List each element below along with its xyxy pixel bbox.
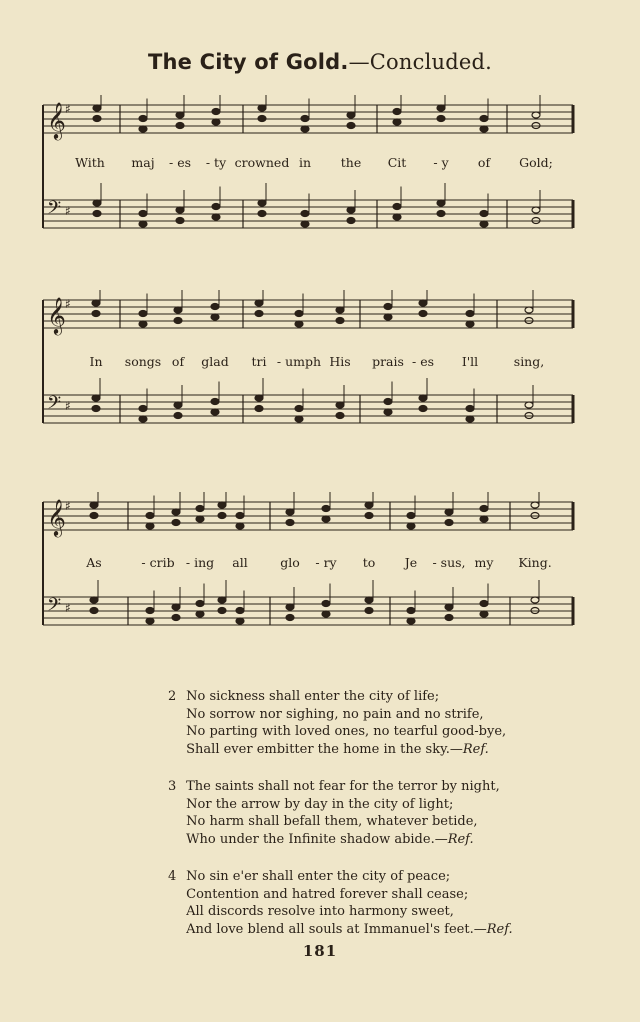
note-head (286, 509, 294, 515)
note-head (480, 516, 488, 522)
music-system-3 (0, 492, 640, 652)
lyric-syllable: - umph (276, 354, 322, 369)
lyric-syllable: all (232, 555, 248, 570)
note-head (384, 304, 392, 310)
note-head (176, 207, 184, 213)
note-head (258, 200, 266, 206)
note-head (301, 126, 309, 132)
sharp-icon: ♯ (65, 399, 71, 413)
sharp-icon: ♯ (65, 499, 71, 513)
note-head (255, 395, 263, 401)
note-head (286, 604, 294, 610)
note-head (172, 615, 180, 621)
lyric-syllable: my (474, 555, 494, 570)
note-head (139, 406, 147, 412)
note-head (365, 502, 373, 508)
page-number: 181 (302, 942, 338, 960)
bass-clef-icon: 𝄢 (47, 393, 62, 418)
note-head (466, 311, 474, 317)
note-head (295, 416, 303, 422)
note-head (531, 502, 539, 508)
note-head (93, 116, 101, 122)
note-head (172, 520, 180, 526)
note-head (480, 116, 488, 122)
note-head (437, 211, 445, 217)
note-head (212, 119, 220, 125)
lyrics-line-3 (0, 555, 640, 575)
note-head (466, 406, 474, 412)
note-head (419, 311, 427, 317)
note-head (139, 221, 147, 227)
note-head (419, 395, 427, 401)
note-head (196, 516, 204, 522)
note-head (90, 513, 98, 519)
note-head (93, 211, 101, 217)
note-head (93, 105, 101, 111)
lyric-syllable: - crib (141, 555, 175, 570)
lyrics-line-1 (0, 155, 640, 175)
note-head (174, 413, 182, 419)
bass-clef-icon: 𝄢 (47, 595, 62, 620)
note-head (139, 321, 147, 327)
verse-line: All discords resolve into harmony sweet, (186, 904, 454, 919)
note-head (93, 200, 101, 206)
note-head (384, 409, 392, 415)
note-head (255, 300, 263, 306)
lyric-syllable: glo (280, 555, 300, 570)
note-head (258, 211, 266, 217)
verse-number: 3 (168, 779, 177, 794)
note-head (393, 119, 401, 125)
lyric-syllable: prais (372, 354, 404, 369)
note-head (139, 211, 147, 217)
note-head (295, 406, 303, 412)
verse-number: 4 (168, 869, 177, 884)
note-head (336, 307, 344, 313)
note-head (437, 105, 445, 111)
note-head (445, 604, 453, 610)
lyric-syllable: glad (201, 354, 229, 369)
note-head (218, 608, 226, 614)
note-head (301, 221, 309, 227)
verse-line: And love blend all souls at Immanuel's feet. (186, 921, 474, 937)
note-head (218, 597, 226, 603)
note-head (347, 112, 355, 118)
note-head (295, 321, 303, 327)
note-head (480, 126, 488, 132)
lyric-syllable: songs (124, 354, 162, 369)
lyric-syllable: crowned (234, 155, 290, 170)
lyric-syllable: of (171, 354, 185, 369)
note-head (365, 597, 373, 603)
note-head (531, 597, 539, 603)
note-head (480, 611, 488, 617)
note-head (525, 402, 533, 408)
note-head (532, 112, 540, 118)
note-head (172, 604, 180, 610)
note-head (236, 523, 244, 529)
note-head (196, 611, 204, 617)
lyric-syllable: King. (518, 555, 552, 570)
note-head (92, 406, 100, 412)
note-head (196, 601, 204, 607)
verse-3 (168, 778, 568, 848)
note-head (322, 601, 330, 607)
note-head (218, 502, 226, 508)
note-head (480, 601, 488, 607)
note-head (480, 221, 488, 227)
note-head (384, 399, 392, 405)
refrain-marker: —Ref. (449, 741, 489, 757)
note-head (174, 307, 182, 313)
lyric-syllable: Gold; (519, 155, 553, 170)
note-head (236, 513, 244, 519)
note-head (139, 311, 147, 317)
lyric-syllable: In (89, 354, 103, 369)
note-head (407, 618, 415, 624)
lyric-syllable: sing, (513, 354, 545, 369)
lyric-syllable: With (75, 155, 105, 170)
note-head (146, 618, 154, 624)
title-sub: —Concluded. (348, 50, 493, 74)
note-head (92, 311, 100, 317)
note-head (322, 611, 330, 617)
note-head (466, 321, 474, 327)
verse-2 (168, 688, 568, 758)
note-head (218, 513, 226, 519)
lyric-syllable: As (86, 555, 102, 570)
note-head (211, 399, 219, 405)
note-head (236, 618, 244, 624)
note-head (258, 105, 266, 111)
note-head (419, 300, 427, 306)
verse-number: 2 (168, 689, 177, 704)
note-head (174, 318, 182, 324)
note-head (176, 218, 184, 224)
note-head (255, 406, 263, 412)
note-head (255, 311, 263, 317)
lyric-syllable: Cit (387, 155, 407, 170)
treble-clef-icon: 𝄞 (47, 498, 66, 536)
refrain-marker: —Ref. (434, 831, 474, 847)
note-head (445, 509, 453, 515)
note-head (347, 207, 355, 213)
note-head (211, 409, 219, 415)
verse-line: Who under the Infinite shadow abide. (186, 831, 435, 847)
lyric-syllable: - sus, (432, 555, 466, 570)
lyric-syllable: I'll (461, 354, 479, 369)
note-head (286, 615, 294, 621)
lyrics-line-2 (0, 354, 640, 374)
lyric-syllable: Je (404, 555, 418, 570)
lyric-syllable: - ry (315, 555, 337, 570)
treble-clef-icon: 𝄞 (47, 296, 66, 334)
lyric-syllable: His (329, 354, 351, 369)
lyric-syllable: - ty (205, 155, 227, 170)
note-head (347, 123, 355, 129)
note-head (90, 502, 98, 508)
sharp-icon: ♯ (65, 601, 71, 615)
lyric-syllable: maj (131, 155, 155, 170)
note-head (92, 300, 100, 306)
lyric-syllable: the (340, 155, 362, 170)
note-head (212, 214, 220, 220)
note-head (407, 608, 415, 614)
note-head (146, 523, 154, 529)
note-head (336, 402, 344, 408)
note-head (176, 112, 184, 118)
note-head (322, 516, 330, 522)
note-head (365, 513, 373, 519)
lyric-syllable: - ing (185, 555, 215, 570)
lyric-syllable: of (477, 155, 491, 170)
note-head (407, 513, 415, 519)
note-head (212, 109, 220, 115)
music-system-2 (0, 290, 640, 450)
music-system-1 (0, 95, 640, 255)
lyric-syllable: in (298, 155, 312, 170)
lyric-syllable: tri (251, 354, 267, 369)
note-head (301, 211, 309, 217)
note-head (90, 597, 98, 603)
note-head (384, 314, 392, 320)
note-head (437, 116, 445, 122)
verses-block (168, 688, 568, 958)
note-head (146, 513, 154, 519)
note-head (525, 307, 533, 313)
note-head (172, 509, 180, 515)
verse-line: Nor the arrow by day in the city of light; (186, 796, 454, 812)
verse-line: The saints shall not fear for the terror by night, (186, 779, 500, 794)
note-head (347, 218, 355, 224)
note-head (90, 608, 98, 614)
note-head (139, 126, 147, 132)
lyric-syllable: - y (433, 155, 449, 170)
sharp-icon: ♯ (65, 297, 71, 311)
note-head (92, 395, 100, 401)
note-head (196, 506, 204, 512)
note-head (437, 200, 445, 206)
sharp-icon: ♯ (65, 204, 71, 218)
note-head (393, 204, 401, 210)
note-head (445, 615, 453, 621)
note-head (393, 109, 401, 115)
sharp-icon: ♯ (65, 102, 71, 116)
note-head (407, 523, 415, 529)
verse-line: No parting with loved ones, no tearful good-bye, (186, 724, 507, 739)
verse-line: No harm shall befall them, whatever betide, (186, 814, 478, 829)
verse-line: No sorrow nor sighing, no pain and no strife, (186, 706, 484, 722)
note-head (211, 304, 219, 310)
note-head (146, 608, 154, 614)
refrain-marker: —Ref. (473, 921, 513, 937)
note-head (532, 207, 540, 213)
note-head (236, 608, 244, 614)
verse-line: Contention and hatred forever shall cease; (186, 886, 469, 902)
verse-line: No sickness shall enter the city of life; (186, 689, 440, 704)
note-head (365, 608, 373, 614)
lyric-syllable: to (362, 555, 376, 570)
note-head (336, 413, 344, 419)
note-head (286, 520, 294, 526)
verse-line: No sin e'er shall enter the city of peace; (186, 869, 451, 884)
note-head (174, 402, 182, 408)
note-head (480, 211, 488, 217)
note-head (419, 406, 427, 412)
note-head (139, 116, 147, 122)
note-head (258, 116, 266, 122)
note-head (393, 214, 401, 220)
hymn-title (0, 50, 640, 74)
note-head (139, 416, 147, 422)
note-head (211, 314, 219, 320)
lyric-syllable: - es (411, 354, 435, 369)
bass-clef-icon: 𝄢 (47, 198, 62, 223)
note-head (295, 311, 303, 317)
note-head (322, 506, 330, 512)
note-head (336, 318, 344, 324)
note-head (480, 506, 488, 512)
note-head (212, 204, 220, 210)
note-head (445, 520, 453, 526)
note-head (466, 416, 474, 422)
verse-4 (168, 868, 568, 938)
title-main: The City of Gold. (147, 50, 349, 74)
note-head (176, 123, 184, 129)
lyric-syllable: - es (168, 155, 192, 170)
treble-clef-icon: 𝄞 (47, 101, 66, 139)
note-head (301, 116, 309, 122)
verse-line: Shall ever embitter the home in the sky. (186, 741, 450, 757)
